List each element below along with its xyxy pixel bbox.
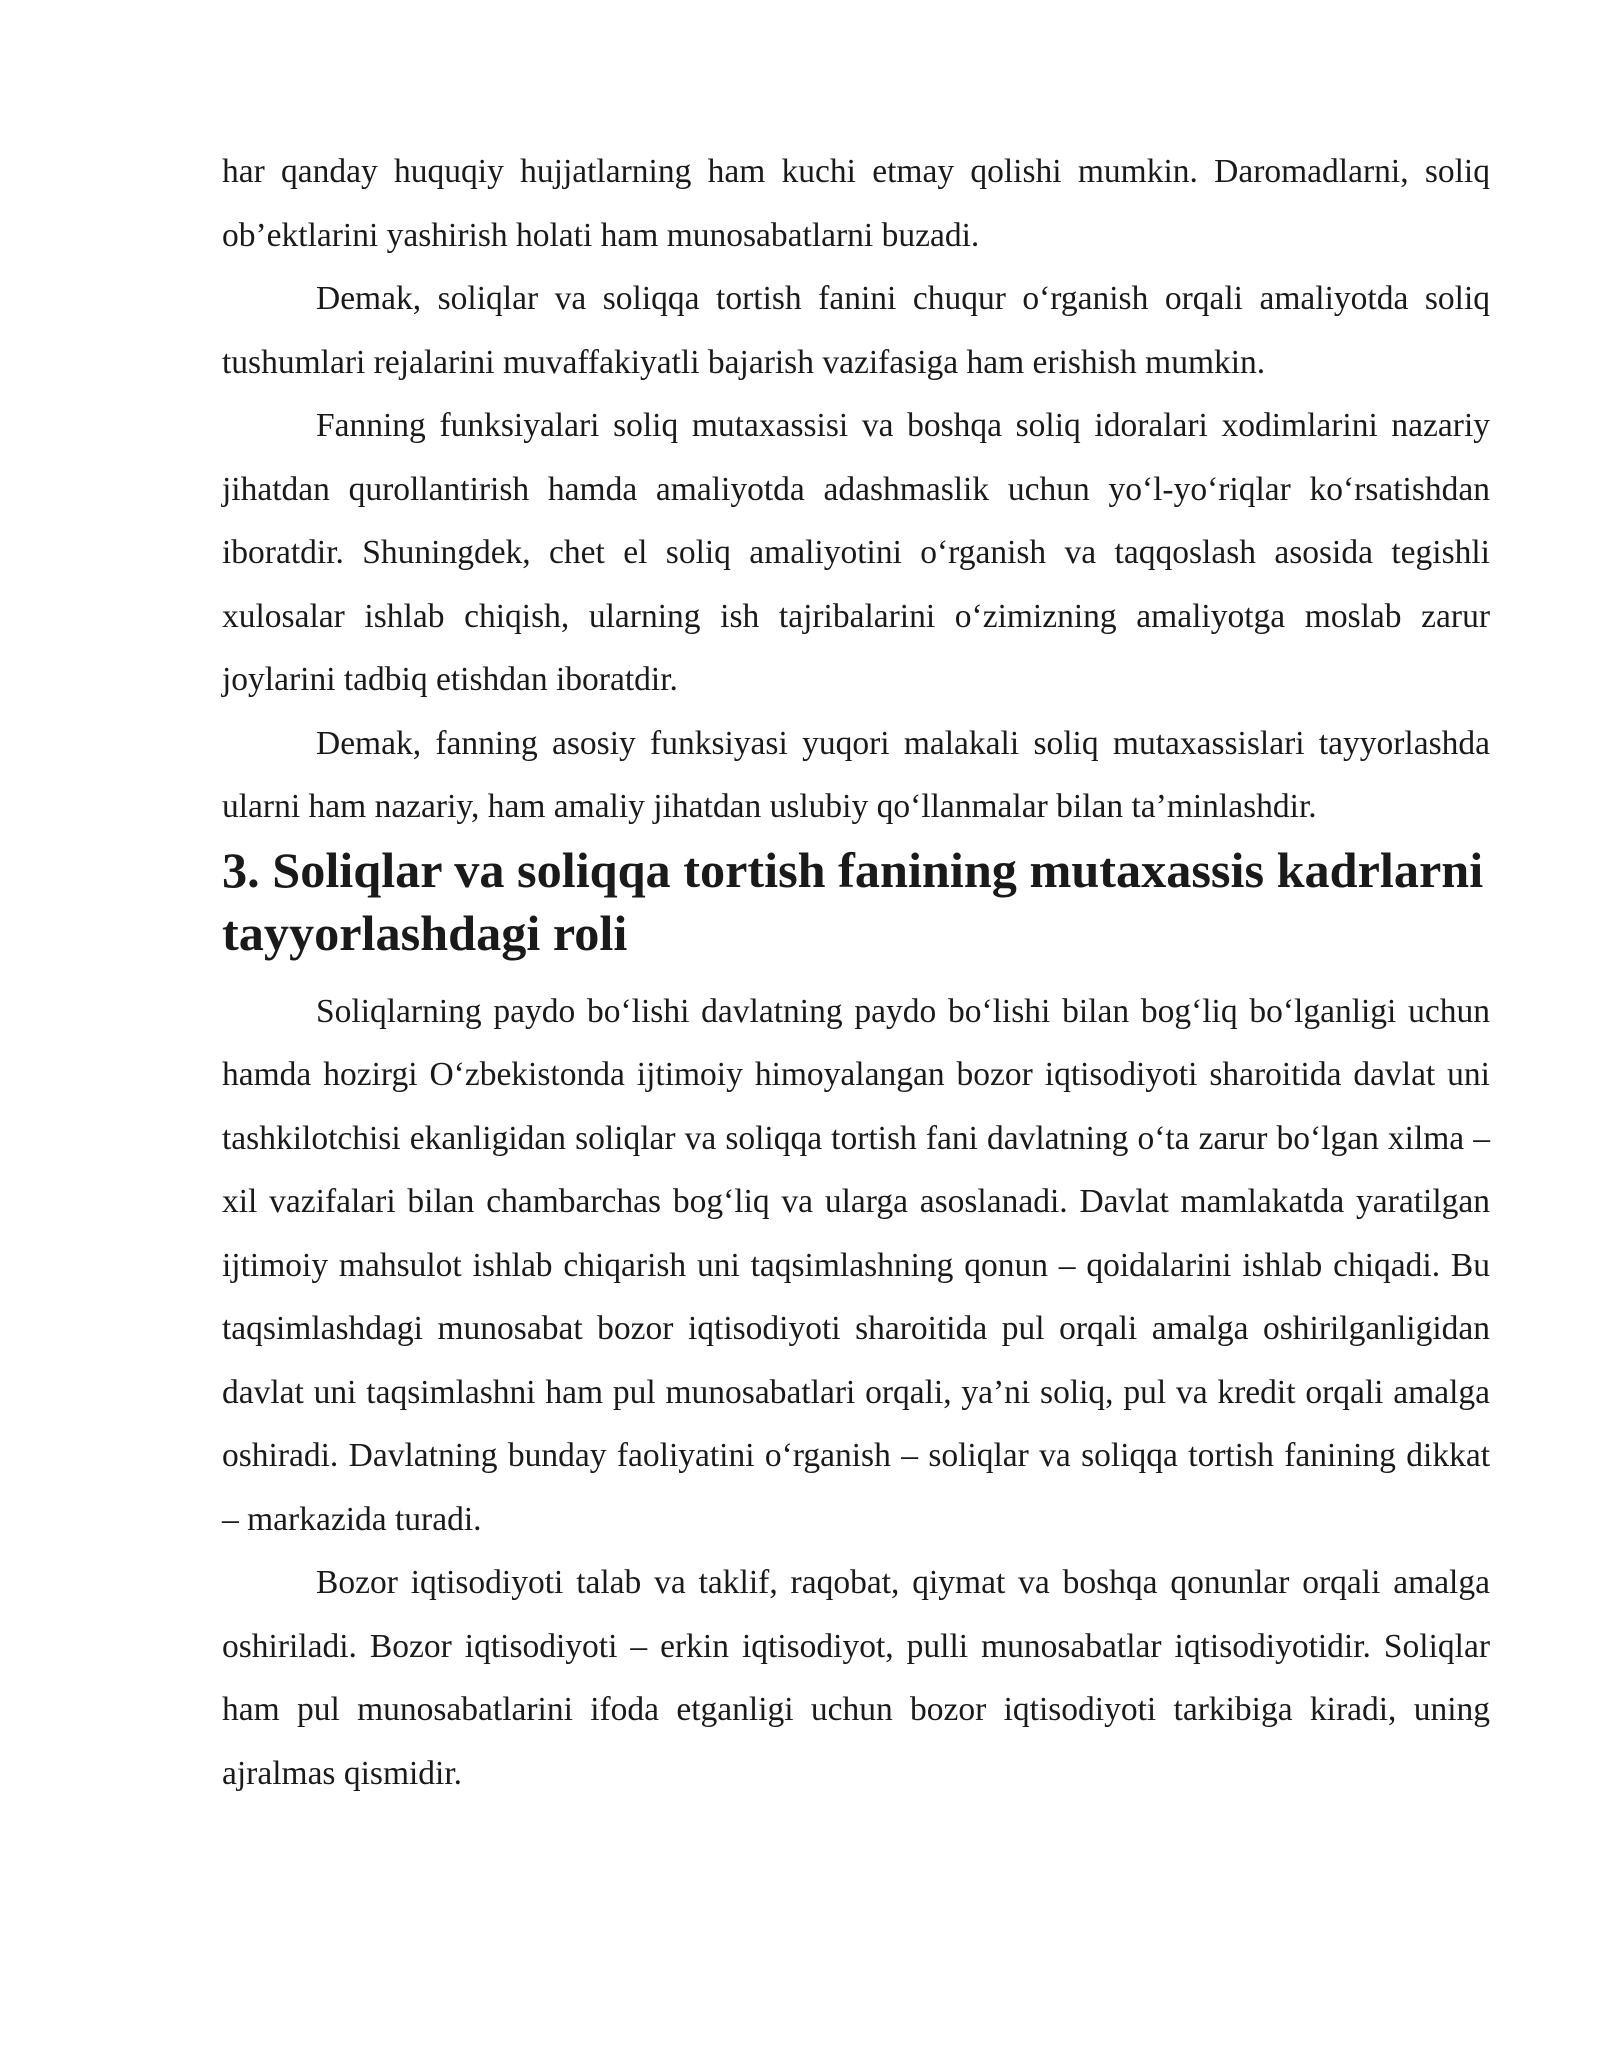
section-heading: 3. Soliqlar va soliqqa tortish fanining mutaxassis kadrlarni tayyorlashdagi roli bbox=[222, 841, 1484, 961]
paragraph-6: Bozor iqtisodiyoti talab va taklif, raqobat, qiymat va boshqa qonunlar orqali amalga oshiriladi. Bozor iqtisodiyoti – erkin iqtisodiyot, pulli munosabatlar iqtisodiyotidir. Soliqlar ham pul munosabatlarini ifoda etganligi uchun bozor iqtisodiyoti tarkibiga kiradi, uning ajralmas qismidir. bbox=[222, 1564, 1490, 1792]
paragraph-3: Fanning funksiyalari soliq mutaxassisi va boshqa soliq idoralari xodimlarini nazariy jihatdan qurollantirish hamda amaliyotda adashmaslik uchun yo‘l-yo‘riqlar ko‘rsatishdan iboratdir. Shuningdek, chet el soliq amaliyotini o‘rganish va taqqoslash asosida tegishli xulosalar ishlab chiqish, ularning ish tajribalarini o‘zimizning amaliyotga moslab zarur joylarini tadbiq etishdan iboratdir. bbox=[222, 407, 1490, 698]
paragraph-4: Demak, fanning asosiy funksiyasi yuqori malakali soliq mutaxassislari tayyorlashda ularni ham nazariy, ham amaliy jihatdan uslubiy qo‘llanmalar bilan ta’minlashdir. bbox=[222, 724, 1490, 825]
paragraph-1: har qanday huquqiy hujjatlarning ham kuchi etmay qolishi mumkin. Daromadlarni, soliq ob’ektlarini yashirish holati ham munosabatlarni buzadi. bbox=[222, 153, 1490, 254]
document-body bbox=[222, 140, 1490, 1805]
paragraph-2: Demak, soliqlar va soliqqa tortish fanini chuqur o‘rganish orqali amaliyotda soliq tushumlari rejalarini muvaffakiyatli bajarish vazifasiga ham erishish mumkin. bbox=[222, 280, 1490, 381]
paragraph-5: Soliqlarning paydo bo‘lishi davlatning paydo bo‘lishi bilan bog‘liq bo‘lganligi uchun hamda hozirgi O‘zbekistonda ijtimoiy himoyalangan bozor iqtisodiyoti sharoitida davlat uni tashkilotchisi ekanligidan soliqlar va soliqqa tortish fani davlatning o‘ta zarur bo‘lgan xilma – xil vazifalari bilan chambarchas bog‘liq va ularga asoslanadi. Davlat mamlakatda yaratilgan ijtimoiy mahsulot ishlab chiqarish uni taqsimlashning qonun – qoidalarini ishlab chiqadi. Bu taqsimlashdagi munosabat bozor iqtisodiyoti sharoitida pul orqali amalga oshirilganligidan davlat uni taqsimlashni ham pul munosabatlari orqali, ya’ni soliq, pul va kredit orqali amalga oshiradi. Davlatning bunday faoliyatini o‘rganish – soliqlar va soliqqa tortish fanining dikkat – markazida turadi. bbox=[222, 992, 1490, 1538]
